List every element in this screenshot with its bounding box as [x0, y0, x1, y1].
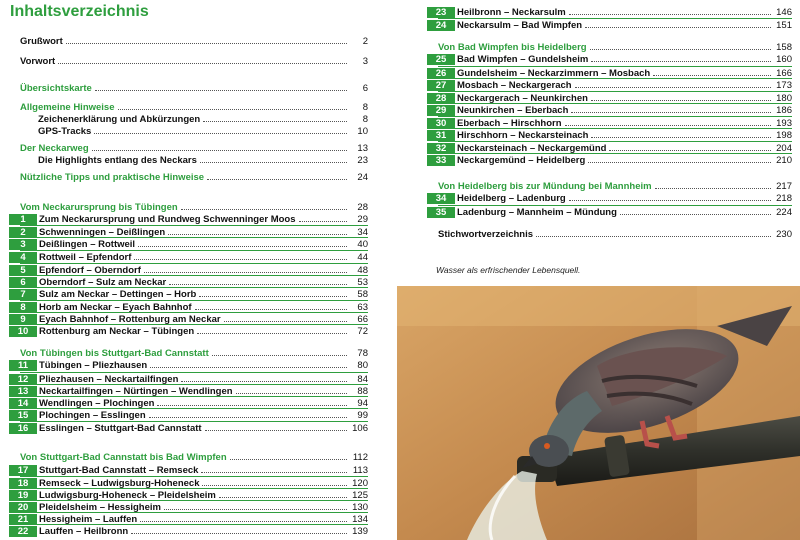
toc-entry-page: 125 [352, 489, 368, 501]
toc-entry-page: 224 [776, 206, 792, 218]
toc-entry[interactable] [438, 41, 792, 53]
toc-entry-page: 28 [357, 201, 368, 213]
dot-leader [591, 100, 771, 101]
dot-leader [591, 137, 771, 138]
stage-number-badge: 33 [427, 155, 455, 166]
toc-entry-page: 34 [357, 226, 368, 238]
dot-leader [202, 485, 347, 486]
toc-entry-stage-3[interactable] [20, 237, 368, 250]
toc-entry-stage-22[interactable] [17, 524, 368, 537]
dot-leader [144, 272, 347, 273]
toc-entry-page: 218 [776, 192, 792, 204]
toc-entry-stage-33[interactable] [435, 153, 792, 166]
toc-entry-page: 58 [357, 288, 368, 300]
dot-leader [157, 405, 347, 406]
toc-entry-label: Von Tübingen bis Stuttgart-Bad Cannstatt [20, 347, 209, 359]
toc-entry-label: Sulz am Neckar – Dettingen – Horb [39, 288, 197, 300]
stage-number-badge: 13 [9, 386, 37, 397]
toc-entry-page: 29 [357, 213, 368, 225]
toc-entry-page: 139 [352, 525, 368, 537]
stage-number-badge: 20 [9, 502, 37, 513]
toc-entry-page: 198 [776, 129, 792, 141]
toc-entry-page: 23 [357, 154, 368, 166]
toc-entry-page: 186 [776, 104, 792, 116]
toc-entry-page: 173 [776, 79, 792, 91]
dot-leader [219, 497, 347, 498]
stage-number-badge: 28 [427, 93, 455, 104]
dot-leader [201, 472, 347, 473]
toc-entry-label: Pliezhausen – Neckartailfingen [39, 373, 179, 385]
stage-number-badge: 23 [427, 7, 455, 18]
toc-entry-label: Von Bad Wimpfen bis Heidelberg [438, 41, 587, 53]
toc-entry-page: 8 [362, 101, 368, 113]
toc-entry-label: Wendlingen – Plochingen [39, 397, 155, 409]
toc-entry-page: 80 [357, 359, 368, 371]
toc-entry[interactable] [438, 228, 792, 240]
toc-entry-label: Lauffen – Heilbronn [39, 525, 129, 537]
dot-leader [95, 90, 347, 91]
toc-entry-page: 112 [352, 451, 368, 463]
toc-entry-label: Von Stuttgart-Bad Cannstatt bis Bad Wimpfen [20, 451, 227, 463]
toc-entry-page: 84 [357, 373, 368, 385]
stage-number-badge: 22 [9, 526, 37, 537]
stage-number-badge: 18 [9, 478, 37, 489]
toc-entry-page: 10 [357, 125, 368, 137]
dot-leader [134, 259, 347, 260]
toc-entry[interactable] [20, 82, 368, 94]
dot-leader [655, 188, 771, 189]
toc-entry-page: 146 [776, 6, 792, 18]
dot-leader [181, 381, 347, 382]
toc-entry-label: Zum Neckarursprung und Rundweg Schwenninger Moos [39, 213, 296, 225]
toc-entry-label: Neckarsulm – Bad Wimpfen [457, 19, 583, 31]
toc-entry-page: 88 [357, 385, 368, 397]
stage-number-badge: 16 [9, 423, 37, 434]
stage-number-badge: 30 [427, 118, 455, 129]
dot-leader [653, 75, 771, 76]
toc-entry[interactable] [438, 180, 792, 192]
dot-leader [181, 209, 347, 210]
toc-entry-page: 94 [357, 397, 368, 409]
toc-entry-label: Vom Neckarursprung bis Tübingen [20, 201, 178, 213]
dot-leader [58, 63, 347, 64]
stage-number-badge: 12 [9, 374, 37, 385]
toc-entry[interactable] [20, 154, 368, 166]
toc-entry-stage-25[interactable] [435, 53, 792, 65]
dot-leader [118, 109, 347, 110]
toc-entry-label: Stichwortverzeichnis [438, 228, 534, 240]
dot-leader [591, 61, 771, 62]
dot-leader [200, 162, 347, 163]
toc-entry-page: 8 [362, 113, 368, 125]
toc-entry[interactable] [20, 55, 368, 67]
stage-number-badge: 10 [9, 326, 37, 337]
toc-entry-stage-31[interactable] [435, 128, 792, 141]
toc-entry-page: 40 [357, 238, 368, 250]
toc-entry-label: Neckargemünd – Heidelberg [457, 154, 586, 166]
pigeon-photo [397, 286, 800, 540]
toc-entry-page: 160 [776, 53, 792, 65]
dot-leader [585, 27, 771, 28]
stage-number-badge: 21 [9, 514, 37, 525]
toc-entry-label: Ladenburg – Mannheim – Mündung [457, 206, 617, 218]
toc-entry-page: 13 [357, 142, 368, 154]
dot-leader [197, 333, 347, 334]
toc-entry-label: Bad Wimpfen – Gundelsheim [457, 53, 589, 65]
toc-entry[interactable] [20, 142, 368, 154]
toc-entry-stage-11[interactable] [17, 359, 368, 371]
toc-entry-label: Ludwigsburg-Hoheneck – Pleidelsheim [39, 489, 216, 501]
stage-number-badge: 31 [427, 130, 455, 141]
toc-entry-page: 151 [776, 19, 792, 31]
toc-entry[interactable] [20, 201, 368, 213]
dot-leader [299, 221, 347, 222]
dot-leader [224, 321, 347, 322]
stage-number-badge: 9 [9, 314, 37, 325]
stage-number-badge: 8 [9, 302, 37, 313]
dot-leader [149, 417, 347, 418]
stage-number-badge: 24 [427, 20, 455, 31]
toc-entry-label: Neunkirchen – Eberbach [457, 104, 569, 116]
dot-leader [588, 162, 771, 163]
dot-leader [92, 150, 347, 151]
toc-entry[interactable] [20, 347, 368, 359]
toc-entry-stage-35[interactable] [435, 205, 792, 218]
page-title: Inhaltsverzeichnis [10, 3, 149, 20]
toc-entry-label: Allgemeine Hinweise [20, 101, 115, 113]
toc-entry-page: 44 [357, 251, 368, 263]
toc-entry-label: Esslingen – Stuttgart-Bad Cannstatt [39, 422, 202, 434]
dot-leader [138, 246, 347, 247]
toc-entry-stage-29[interactable] [435, 103, 792, 116]
dot-leader [140, 521, 347, 522]
toc-entry-label: Tübingen – Pliezhausen [39, 359, 148, 371]
toc-entry-label: Der Neckarweg [20, 142, 89, 154]
dot-leader [571, 112, 771, 113]
toc-entry-page: 113 [352, 464, 368, 476]
toc-entry-page: 166 [776, 67, 792, 79]
stage-number-badge: 7 [9, 289, 37, 300]
toc-entry[interactable] [20, 171, 368, 183]
dot-leader [168, 234, 347, 235]
toc-entry-page: 193 [776, 117, 792, 129]
toc-entry-label: Deißlingen – Rottweil [39, 238, 136, 250]
toc-entry[interactable] [20, 125, 368, 137]
toc-entry-stage-23[interactable] [435, 6, 792, 18]
toc-entry-page: 134 [352, 513, 368, 525]
dot-leader [212, 355, 347, 356]
stage-number-badge: 1 [9, 214, 37, 225]
dot-leader [620, 214, 771, 215]
toc-entry-label: Epfendorf – Oberndorf [39, 264, 141, 276]
dot-leader [94, 133, 347, 134]
stage-number-badge: 26 [427, 68, 455, 79]
dot-leader [569, 14, 771, 15]
dot-leader [195, 309, 347, 310]
toc-entry-stage-24[interactable] [435, 18, 792, 31]
stage-number-badge: 35 [427, 207, 455, 218]
stage-number-badge: 17 [9, 465, 37, 476]
toc-entry-label: Rottweil – Epfendorf [39, 251, 132, 263]
toc-entry-label: Neckargerach – Neunkirchen [457, 92, 588, 104]
toc-entry-page: 2 [362, 35, 368, 47]
dot-leader [565, 125, 771, 126]
toc-entry-label: Hirschhorn – Neckarsteinach [457, 129, 589, 141]
toc-entry-page: 24 [357, 171, 368, 183]
toc-entry[interactable] [20, 451, 368, 463]
stage-number-badge: 5 [9, 265, 37, 276]
photo-caption: Wasser als erfrischender Lebensquell. [436, 265, 581, 275]
toc-entry-label: Neckarsteinach – Neckargemünd [457, 142, 607, 154]
toc-entry-stage-16[interactable] [17, 421, 368, 434]
toc-entry-label: Eberbach – Hirschhorn [457, 117, 562, 129]
dot-leader [164, 509, 347, 510]
dot-leader [230, 459, 347, 460]
toc-entry-label: Die Highlights entlang des Neckars [38, 154, 197, 166]
dot-leader [569, 200, 771, 201]
toc-entry[interactable] [20, 35, 368, 47]
toc-entry-label: Vorwort [20, 55, 56, 67]
toc-entry-stage-1[interactable] [20, 213, 368, 225]
toc-entry-stage-34[interactable] [435, 192, 792, 204]
toc-right-column [435, 0, 792, 260]
dot-leader [150, 367, 347, 368]
toc-entry-label: Remseck – Ludwigsburg-Hoheneck [39, 477, 200, 489]
toc-entry-label: Rottenburg am Neckar – Tübingen [39, 325, 195, 337]
dot-leader [66, 43, 347, 44]
dot-leader [199, 296, 347, 297]
stage-number-badge: 19 [9, 490, 37, 501]
toc-entry-page: 120 [352, 477, 368, 489]
pigeon-drinking-illustration [397, 286, 800, 540]
dot-leader [205, 430, 347, 431]
toc-entry-page: 78 [357, 347, 368, 359]
toc-entry-label: Hessigheim – Lauffen [39, 513, 138, 525]
stage-number-badge: 14 [9, 398, 37, 409]
toc-entry-stage-17[interactable] [17, 464, 368, 476]
toc-entry-page: 210 [776, 154, 792, 166]
dot-leader [609, 150, 771, 151]
toc-entry-page: 66 [357, 313, 368, 325]
toc-entry-stage-10[interactable] [17, 324, 368, 337]
toc-entry-label: Von Heidelberg bis zur Mündung bei Mannheim [438, 180, 652, 192]
stage-number-badge: 2 [9, 227, 37, 238]
stage-number-badge: 4 [9, 252, 37, 263]
toc-entry-page: 217 [776, 180, 792, 192]
toc-entry[interactable] [20, 113, 368, 125]
toc-entry-label: Eyach Bahnhof – Rottenburg am Neckar [39, 313, 221, 325]
dot-leader [207, 179, 347, 180]
toc-entry-page: 3 [362, 55, 368, 67]
toc-entry-label: Neckartailfingen – Nürtingen – Wendlingen [39, 385, 233, 397]
dot-leader [203, 121, 347, 122]
toc-entry-label: Heilbronn – Neckarsulm [457, 6, 566, 18]
toc-entry-label: Zeichenerklärung und Abkürzungen [38, 113, 201, 125]
stage-number-badge: 15 [9, 410, 37, 421]
toc-entry-page: 48 [357, 264, 368, 276]
toc-entry-page: 72 [357, 325, 368, 337]
dot-leader [236, 393, 347, 394]
stage-number-badge: 6 [9, 277, 37, 288]
dot-leader [169, 284, 347, 285]
toc-entry[interactable] [20, 101, 368, 113]
toc-entry-label: Übersichtskarte [20, 82, 92, 94]
toc-entry-label: Gundelsheim – Neckarzimmern – Mosbach [457, 67, 651, 79]
stage-number-badge: 34 [427, 193, 455, 204]
toc-entry-page: 130 [352, 501, 368, 513]
toc-entry-label: Nützliche Tipps und praktische Hinweise [20, 171, 205, 183]
toc-entry-label: Horb am Neckar – Eyach Bahnhof [39, 301, 192, 313]
toc-entry-stage-15[interactable] [17, 408, 368, 421]
toc-entry-label: Grußwort [20, 35, 63, 47]
toc-entry-stage-27[interactable] [435, 78, 792, 91]
dot-leader [131, 533, 347, 534]
toc-entry-label: Schwenningen – Deißlingen [39, 226, 166, 238]
toc-entry-label: Oberndorf – Sulz am Neckar [39, 276, 167, 288]
toc-entry-page: 158 [776, 41, 792, 53]
toc-entry-page: 53 [357, 276, 368, 288]
stage-number-badge: 27 [427, 80, 455, 91]
toc-entry-page: 63 [357, 301, 368, 313]
toc-entry-label: GPS-Tracks [38, 125, 92, 137]
stage-number-badge: 11 [9, 360, 37, 371]
toc-entry-stage-4[interactable] [20, 250, 368, 263]
toc-entry-stage-7[interactable] [20, 287, 368, 300]
toc-entry-page: 204 [776, 142, 792, 154]
stage-number-badge: 3 [9, 239, 37, 250]
toc-entry-page: 6 [362, 82, 368, 94]
dot-leader [536, 236, 771, 237]
toc-entry-label: Pleidelsheim – Hessigheim [39, 501, 161, 513]
toc-entry-label: Heidelberg – Ladenburg [457, 192, 566, 204]
stage-number-badge: 25 [427, 54, 455, 65]
toc-entry-label: Stuttgart-Bad Cannstatt – Remseck [39, 464, 199, 476]
toc-left-column [17, 0, 368, 540]
toc-entry-page: 99 [357, 409, 368, 421]
toc-entry-page: 230 [776, 228, 792, 240]
toc-entry-page: 180 [776, 92, 792, 104]
stage-number-badge: 32 [427, 143, 455, 154]
toc-entry-label: Plochingen – Esslingen [39, 409, 146, 421]
toc-entry-page: 106 [352, 422, 368, 434]
stage-number-badge: 29 [427, 105, 455, 116]
dot-leader [590, 49, 771, 50]
dot-leader [575, 87, 771, 88]
toc-entry-label: Mosbach – Neckargerach [457, 79, 572, 91]
